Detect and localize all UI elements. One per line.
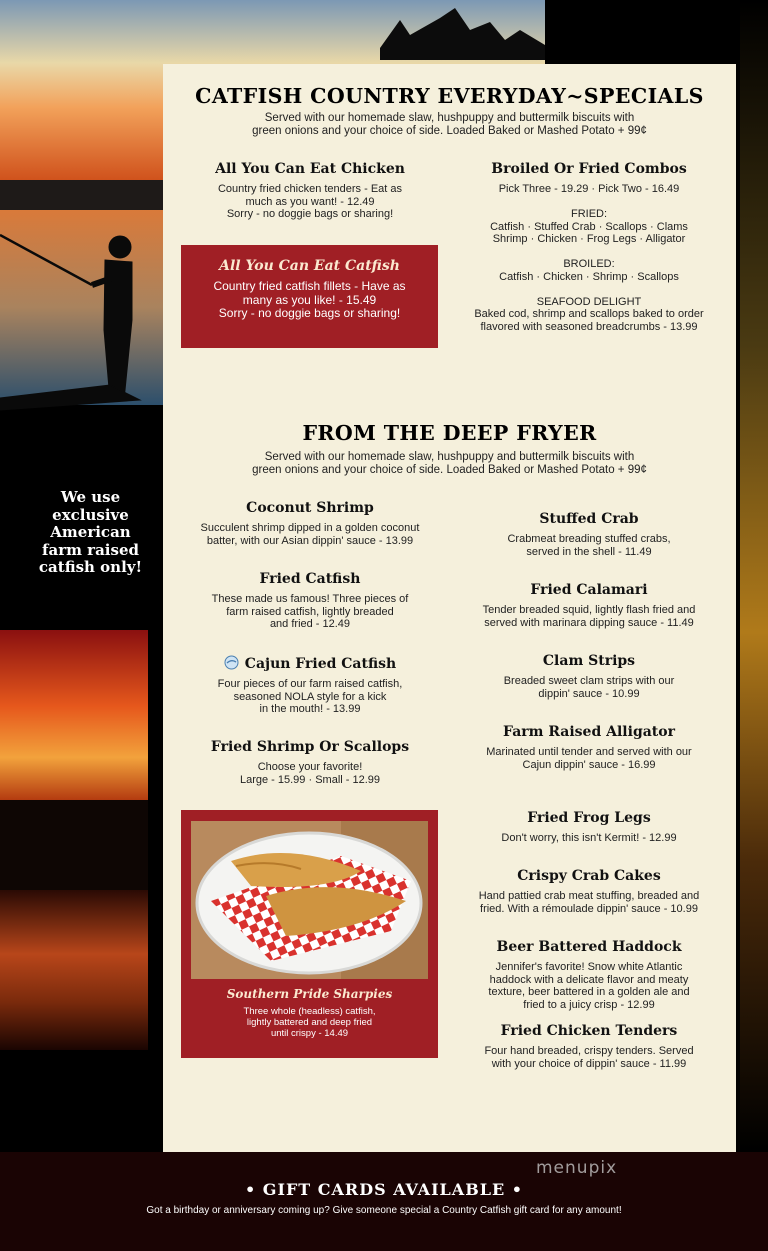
specials-intro: Served with our homemade slaw, hushpuppy and buttermilk biscuits with green onions and your choice of side. Loaded Baked or Mashed Potato + 99¢ — [252, 112, 647, 137]
cajun-spicy-icon — [224, 655, 239, 670]
item-title: Beer Battered Haddock — [496, 939, 682, 955]
menu-item-coconut-shrimp — [180, 500, 440, 547]
item-title-row — [180, 655, 440, 672]
item-description: Marinated until tender and served with our Cajun dippin' sauce - 16.99 — [486, 746, 692, 771]
item-title: Fried Shrimp Or Scallops — [210, 739, 410, 755]
item-description: Jennifer's favorite! Snow white Atlantic haddock with a delicate flavor and meaty texture, beer battered in a golden ale and fried to a juicy crisp - 12.99 — [488, 961, 690, 1011]
menu-item-broiled-or-fried-combos — [459, 161, 719, 333]
item-description: Crabmeat breading stuffed crabs, served in the shell - 11.49 — [507, 533, 671, 558]
gift-cards-title: • GIFT CARDS AVAILABLE • — [245, 1180, 523, 1199]
item-title: Fried Chicken Tenders — [500, 1023, 678, 1039]
item-title: Stuffed Crab — [539, 511, 639, 527]
menu-item-beer-battered-haddock — [459, 939, 719, 1011]
menu-item-fried-calamari — [459, 582, 719, 629]
item-title: Fried Catfish — [259, 571, 361, 587]
item-description: Country fried catfish fillets - Have as many as you like! - 15.49 Sorry - no doggie bags or sharing! — [213, 279, 406, 320]
specials-title: CATFISH COUNTRY EVERYDAY~SPECIALS — [195, 84, 704, 108]
item-description: Tender breaded squid, lightly flash fried and served with marinara dipping sauce - 11.49 — [482, 604, 696, 629]
menu-item-all-you-can-eat-chicken — [180, 161, 440, 221]
menu-panel — [163, 64, 736, 1152]
menu-item-fried-frog-legs — [459, 810, 719, 845]
menu-item-farm-raised-alligator — [459, 724, 719, 771]
item-description: Succulent shrimp dipped in a golden coconut batter, with our Asian dippin' sauce - 13.99 — [200, 522, 420, 547]
catfish-plate-photo — [191, 821, 428, 979]
item-description: Pick Three - 19.29 · Pick Two - 16.49 FRIED: Catfish · Stuffed Crab · Scallops · Clams Shrimp · Chicken · Frog Legs · Alligator BROILED: Catfish · Chicken · Shrimp · Scallops SEAFOOD DELIGHT Baked cod, shrimp and scallops baked to order flavored with seasoned breadcrumbs - 13.99 — [474, 183, 704, 333]
farm-raised-slogan: We use exclusive American farm raised catfish only! — [38, 488, 143, 576]
item-description: Breaded sweet clam strips with our dippin' sauce - 10.99 — [503, 675, 675, 700]
item-title: Cajun Fried Catfish — [244, 656, 397, 672]
menu-item-fried-shrimp-or-scallops — [180, 739, 440, 786]
item-description: Three whole (headless) catfish, lightly battered and deep fried until crispy - 14.49 — [243, 1006, 376, 1039]
item-title: All You Can Eat Catfish — [219, 258, 400, 274]
menu-item-cajun-fried-catfish — [180, 655, 440, 716]
item-title: Fried Frog Legs — [527, 810, 651, 826]
item-description: Country fried chicken tenders - Eat as much as you want! - 12.49 Sorry - no doggie bags or sharing! — [217, 183, 403, 220]
menu-item-clam-strips — [459, 653, 719, 700]
item-title: Fried Calamari — [530, 582, 648, 598]
item-description: Four pieces of our farm raised catfish, seasoned NOLA style for a kick in the mouth! - 13.99 — [217, 678, 403, 715]
item-description: Choose your favorite! Large - 15.99 · Small - 12.99 — [239, 761, 381, 786]
menu-item-fried-chicken-tenders — [459, 1023, 719, 1070]
fryer-intro: Served with our homemade slaw, hushpuppy and buttermilk biscuits with green onions and your choice of side. Loaded Baked or Mashed Potato + 99¢ — [252, 451, 647, 476]
fryer-title: FROM THE DEEP FRYER — [302, 421, 597, 445]
item-description: Hand pattied crab meat stuffing, breaded and fried. With a rémoulade dippin' sauce - 10.99 — [478, 890, 700, 915]
item-title: Southern Pride Sharpies — [226, 987, 393, 1001]
item-title: Farm Raised Alligator — [503, 724, 675, 740]
featured-catfish-box — [181, 245, 438, 348]
menu-item-crispy-crab-cakes — [459, 868, 719, 915]
gift-card-banner — [0, 1152, 768, 1251]
item-description: These made us famous! Three pieces of farm raised catfish, lightly breaded and fried - 12.49 — [211, 593, 409, 630]
item-title: Broiled Or Fried Combos — [491, 161, 687, 177]
item-title: Crispy Crab Cakes — [517, 868, 661, 884]
menu-item-fried-catfish — [180, 571, 440, 631]
menupix-watermark: menupix — [536, 1158, 618, 1178]
item-description: Four hand breaded, crispy tenders. Served with your choice of dippin' sauce - 11.99 — [484, 1045, 694, 1070]
gift-cards-subtitle: Got a birthday or anniversary coming up? Give someone special a Country Catfish gift card for any amount! — [146, 1205, 622, 1216]
southern-pride-sharpies-box — [181, 810, 438, 1058]
item-description: Don't worry, this isn't Kermit! - 12.99 — [501, 832, 677, 844]
menu-item-stuffed-crab — [459, 511, 719, 558]
item-title: Clam Strips — [542, 653, 636, 669]
item-title: Coconut Shrimp — [246, 500, 374, 516]
item-title: All You Can Eat Chicken — [215, 161, 405, 177]
